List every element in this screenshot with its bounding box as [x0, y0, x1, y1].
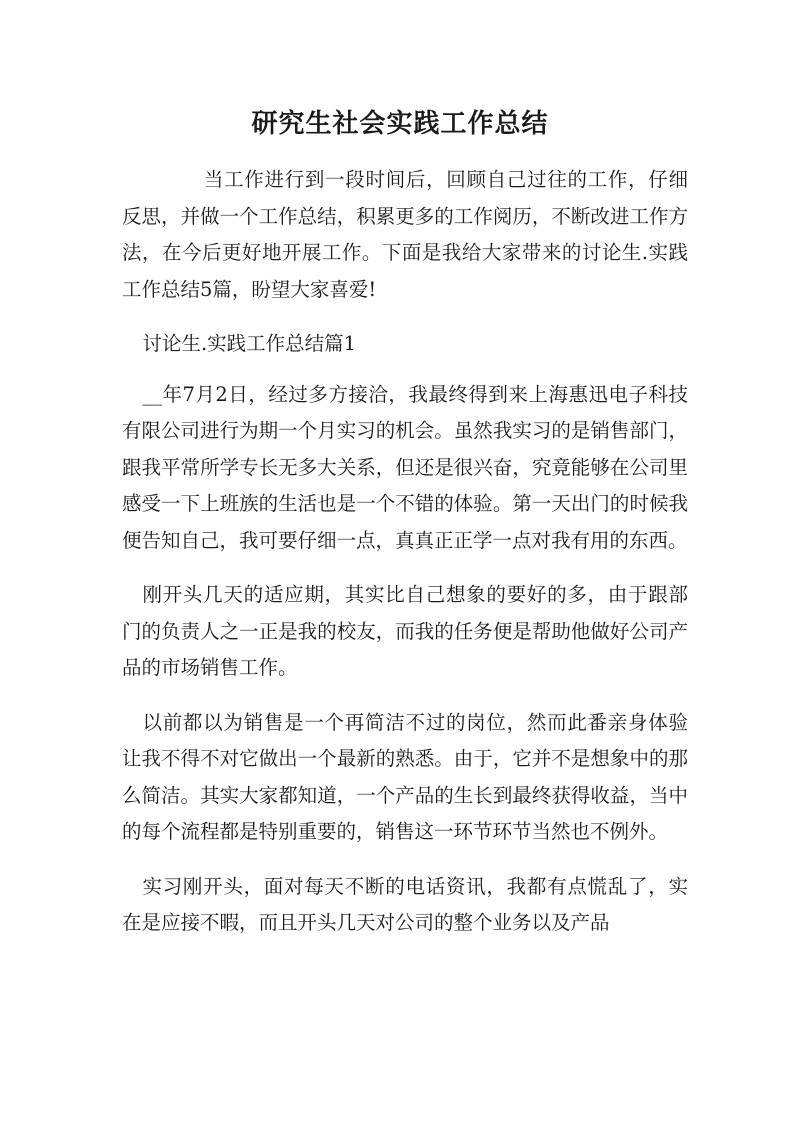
paragraph: 以前都以为销售是一个再简洁不过的岗位，然而此番亲身体验让我不得不对它做出一个最新的熟悉。由于，它并不是想象中的那么简洁。其实大家都知道，一个产品的生长到最终获得收益，当中的每个流程都是特别重要的，销售这一环节环节当然也不例外。 — [122, 710, 688, 843]
paragraph-intro: 当工作进行到一段时间后，回顾自己过往的工作，仔细反思，并做一个工作总结，积累更多的工作阅历，不断改进工作方法，在今后更好地开展工作。下面是我给大家带来的讨论生.实践工作总结5篇，盼望大家喜爱! — [122, 168, 688, 301]
paragraph: 实习刚开头，面对每天不断的电话资讯，我都有点慌乱了，实在是应接不暇，而且开头几天对公司的整个业务以及产品 — [122, 874, 688, 934]
paragraph: 刚开头几天的适应期，其实比自己想象的要好的多，由于跟部门的负责人之一正是我的校友，而我的任务便是帮助他做好公司产品的市场销售工作。 — [122, 583, 688, 679]
paragraph: __年7月2日，经过多方接洽，我最终得到来上海惠迅电子科技有限公司进行为期一个月实习的机会。虽然我实习的是销售部门，跟我平常所学专长无多大关系，但还是很兴奋，究竟能够在公司里感受一下上班族的生活也是一个不错的体验。第一天出门的时候我便告知自己，我可要仔细一点，真真正正学一点对我有用的东西。 — [122, 382, 688, 552]
document-body — [122, 162, 688, 960]
document-title: 研究生社会实践工作总结 — [251, 109, 549, 139]
section-heading: 讨论生.实践工作总结篇1 — [142, 332, 357, 355]
